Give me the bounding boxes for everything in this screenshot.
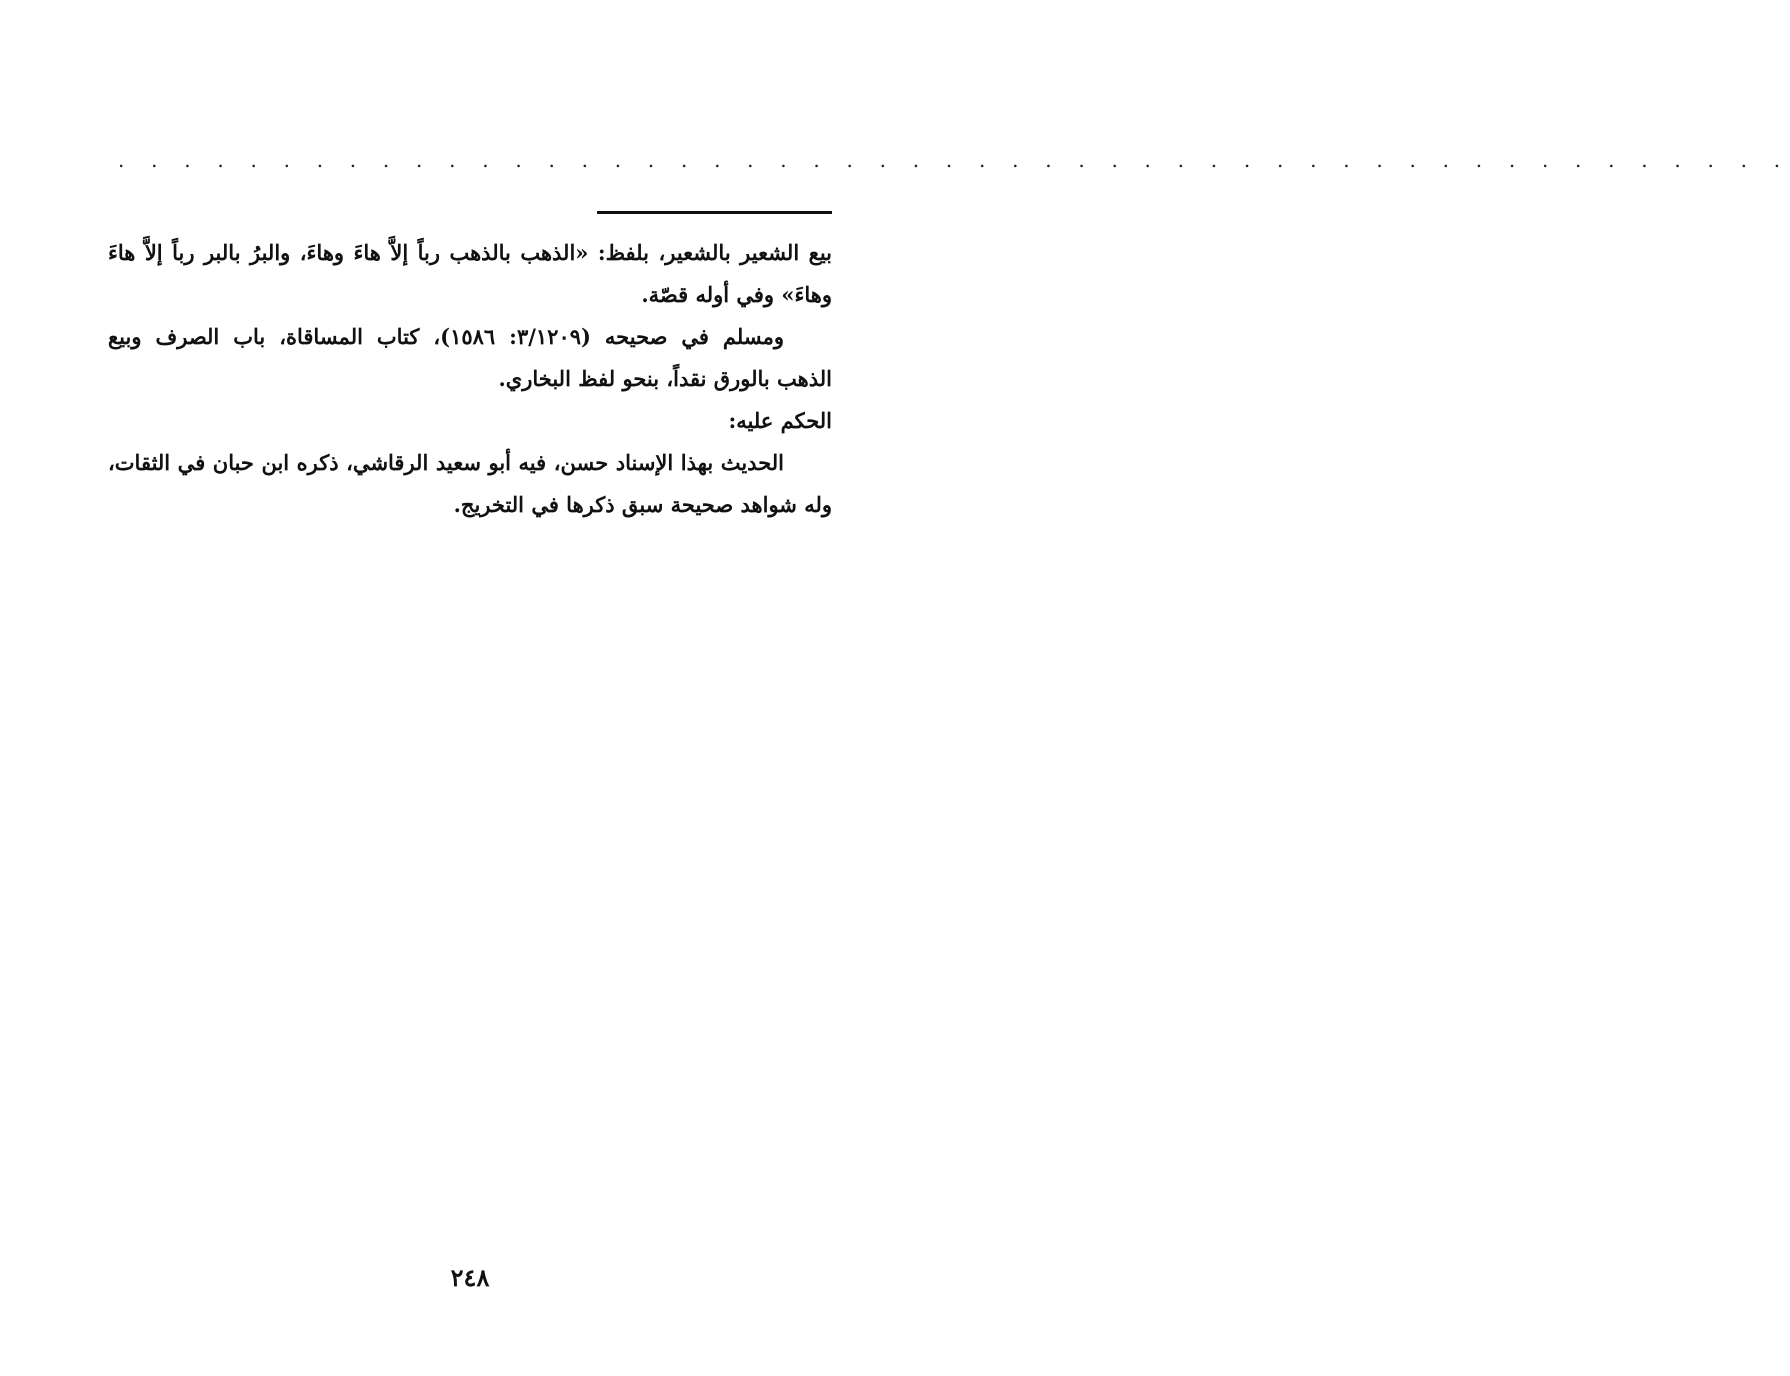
footnote-rule <box>597 211 832 214</box>
section-heading: الحكم عليه: <box>728 408 832 433</box>
ruling-paragraph: الحديث بهذا الإسناد حسن، فيه أبو سعيد الرقاشي، ذكره ابن حبان في الثقات، وله شواهد صحيحة سبق ذكرها في التخريج. <box>108 450 832 517</box>
footnote-paragraph-1: بيع الشعير بالشعير، بلفظ: «الذهب بالذهب رباً إلاَّ هاءَ وهاءَ، والبرُ بالبر رباً إلاَّ هاءَ وهاءَ» وفي أوله قصّة. <box>108 240 832 307</box>
dotted-separator: . . . . . . . . . . . . . . . . . . . . . . . . . . . . . . . . . . . . . . . . . . . . . . . . . . . <box>118 148 1790 172</box>
footnote-paragraph-2: ومسلم في صحيحه (٣/١٢٠٩: ١٥٨٦)، كتاب المساقاة، باب الصرف وبيع الذهب بالورق نقداً، بنحو لفظ البخاري. <box>108 324 832 391</box>
main-text <box>108 232 832 526</box>
page-number: ٢٤٨ <box>450 1263 490 1292</box>
